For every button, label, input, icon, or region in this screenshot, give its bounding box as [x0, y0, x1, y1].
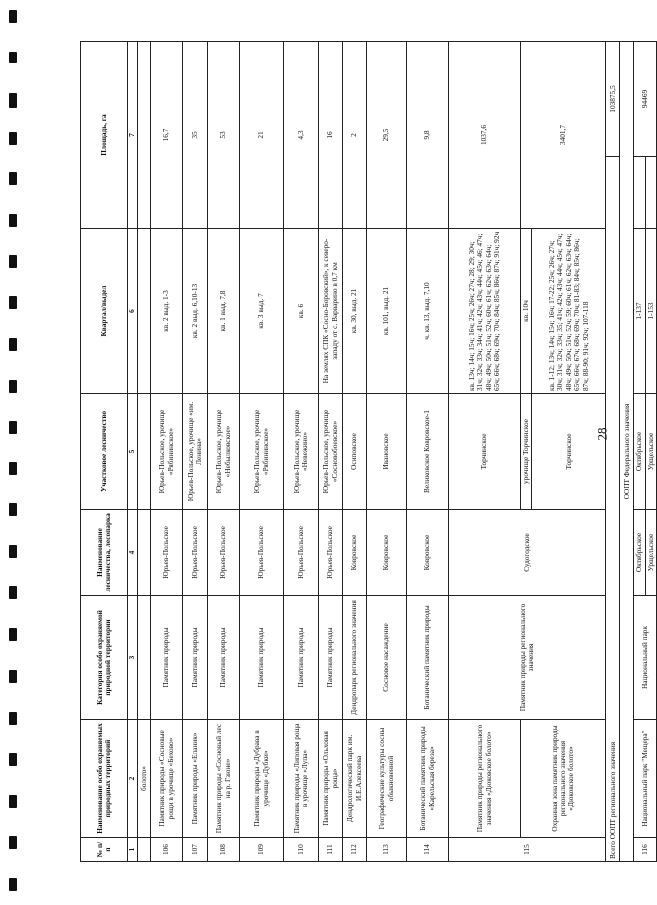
row-district: Октябрьское [634, 394, 645, 510]
row-quarter: кв. 10ч [521, 229, 532, 394]
table-row [319, 41, 343, 861]
row-category: Памятник природы [319, 596, 343, 720]
row-district: Урщельское [645, 394, 656, 510]
row-district: Торчинское [532, 394, 606, 510]
total-regional-label: Всего ООПТ регионального значения [606, 157, 620, 862]
table-row [367, 41, 407, 861]
table-row-115a [449, 41, 521, 861]
federal-section-row [620, 41, 634, 861]
row-name: Дендрологический парк им. И.Е.Алексеева [343, 720, 367, 838]
page-number: 28 [594, 427, 610, 441]
row-num: 107 [183, 838, 208, 862]
row-quarter: кв. 1 выд. 7,8 [208, 229, 240, 394]
row-num: 112 [343, 838, 367, 862]
row-num: 110 [284, 838, 319, 862]
row-category: Памятник природы [183, 596, 208, 720]
row-forestry: Ковровское [343, 510, 367, 596]
row-num: 115 [449, 838, 606, 862]
row-forestry: Судогодское [449, 510, 606, 596]
row-district: Юрьев-Польское, урочище «Небылковское» [208, 394, 240, 510]
protected-areas-table [80, 41, 657, 862]
continuation-text: болото» [138, 720, 151, 838]
table-row-115-mid [521, 41, 532, 861]
row-category: Памятник природы [240, 596, 284, 720]
row-area: 16,7 [151, 41, 183, 228]
row-district: Юрьев-Польское, урочище «им. Ленина» [183, 394, 208, 510]
row-num: 106 [151, 838, 183, 862]
binding-clip [9, 712, 17, 725]
row-forestry: Юрьев-Польское [151, 510, 183, 596]
binding-clip [9, 586, 17, 599]
binding-clip [9, 462, 17, 475]
binding-clip [9, 753, 17, 766]
binding-clip [9, 296, 17, 309]
row-area: 9,8 [407, 41, 449, 228]
total-regional-value: 103875,5 [606, 41, 620, 156]
col-number: 3 [128, 596, 138, 720]
row-num: 114 [407, 838, 449, 862]
row-name: Национальный парк "Мещера" [634, 720, 657, 838]
row-district: Юрьев-Польское, урочище «Невежино» [284, 394, 319, 510]
header-forestry: Наименование лесничества, лесопарка [81, 510, 128, 596]
row-forestry: Ковровское [367, 510, 407, 596]
row-area: 35 [183, 41, 208, 228]
row-quarter: кв. 13ч; 14ч; 15ч; 16ч; 25ч; 26ч; 27ч; 28; 29; 30ч; 31ч; 32ч; 33ч; 34ч; 41ч; 42ч; 43ч; 44ч; 45ч; 46; 47ч; 48ч; 49ч; 50ч; 51ч; 52ч; 60ч; 61ч; 62ч; 63ч; 64ч; 65ч; 66ч; 68ч; 69ч; 70ч; 84ч; 85ч; 86ч; 87ч; 91ч; 92ч [449, 229, 521, 394]
binding-clip [9, 172, 17, 185]
row-category: Дендропарк регионального значения [343, 596, 367, 720]
binding-clip [9, 255, 17, 268]
row-district: Ивановское [367, 394, 407, 510]
binding-clip [9, 628, 17, 641]
row-quarter: кв. 1-12; 13ч; 14ч; 15ч; 16ч; 17-22; 25ч; 26ч; 27ч; 30ч; 31ч; 32ч; 33ч; 35; 41ч; 42ч; 43ч; 44ч; 45ч; 47ч; 48ч; 49ч; 50ч; 51ч; 52ч; 59; 60ч; 61ч; 62ч; 63ч; 64ч; 65ч; 66ч; 67ч; 68ч; 69ч; 70ч; 81-83; 84ч; 85ч; 86ч; 87ч; 88-90; 91ч; 92ч; 107-118 [532, 229, 606, 394]
row-category: Памятник природы [284, 596, 319, 720]
table-row [284, 41, 319, 861]
binding-clip [9, 503, 17, 516]
row-category: Памятник природы регионального значения [449, 596, 606, 720]
rotated-page [80, 42, 655, 862]
col-number: 1 [128, 838, 138, 862]
row-quarter: На землях СПК «Сосно-Боровский», к северо-западу от с. Варварино в 0,7 км [319, 229, 343, 394]
total-regional-row [606, 41, 620, 861]
row-district: Торчинское [449, 394, 521, 510]
binding-clip [9, 93, 17, 108]
binding-clip [9, 380, 17, 393]
row-area: 53 [208, 41, 240, 228]
binding-clip [9, 10, 17, 23]
row-name: Географические культуры сосны обыкновенной [367, 720, 407, 838]
table-row [343, 41, 367, 861]
binding-clip [9, 878, 17, 891]
row-quarter: кв. 6 [284, 229, 319, 394]
binding-clips [0, 0, 26, 905]
row-name: Памятник природы «Ольховая роща» [319, 720, 343, 838]
binding-clip [9, 836, 17, 849]
continuation-row [138, 41, 151, 861]
row-forestry: Урщельское [645, 510, 656, 596]
row-area: 3401,7 [521, 41, 606, 228]
row-quarter: кв. 2 выд. 6,10-13 [183, 229, 208, 394]
col-number: 2 [128, 720, 138, 838]
row-forestry: Юрьев-Польское [284, 510, 319, 596]
binding-clip [9, 545, 17, 558]
row-name: Памятник природы «Еланик» [183, 720, 208, 838]
header-district: Участковое лесничество [81, 394, 128, 510]
row-forestry: Юрьев-Польское [183, 510, 208, 596]
row-name: Ботанический памятник природы «Карельская береза» [407, 720, 449, 838]
federal-section-label: ООПТ Федерального значения [620, 41, 634, 861]
row-quarter: кв. 101, выд. 21 [367, 229, 407, 394]
col-number: 6 [128, 229, 138, 394]
col-number: 5 [128, 394, 138, 510]
column-numbers-row [128, 41, 138, 861]
row-forestry: Юрьев-Польское [319, 510, 343, 596]
table-row [407, 41, 449, 861]
row-quarter: 1-137 [634, 229, 645, 394]
row-forestry: Юрьев-Польское [208, 510, 240, 596]
row-area: 16 [319, 41, 343, 228]
row-forestry: Юрьев-Польское [240, 510, 284, 596]
binding-clip [9, 52, 17, 63]
binding-clip [9, 214, 17, 227]
row-name: Памятник природы «Сосновые рощи в урочище «Бехово» [151, 720, 183, 838]
table-row [240, 41, 284, 861]
row-quarter: кв. 3 выд. 7 [240, 229, 284, 394]
header-name: Наименование особо охраняемых природных территорий [81, 720, 128, 838]
binding-clip [9, 670, 17, 683]
row-area: 1037,6 [449, 41, 521, 228]
binding-clip [9, 421, 17, 434]
table-row [208, 41, 240, 861]
row-district: Великовское Ковровское-1 [407, 394, 449, 510]
row-quarter: ч. кв. 13, выд. 7,10 [407, 229, 449, 394]
row-num: 113 [367, 838, 407, 862]
row-num: 108 [208, 838, 240, 862]
row-name: Памятник природы «Дубрава в урочище «Дубки» [240, 720, 284, 838]
row-category: Памятник природы [208, 596, 240, 720]
table-row [151, 41, 183, 861]
binding-clip [9, 338, 17, 351]
row-num: 111 [319, 838, 343, 862]
row-area: 4,3 [284, 41, 319, 228]
row-quarter: кв. 30, выд. 21 [343, 229, 367, 394]
row-district: Осиповское [343, 394, 367, 510]
header-num: № п/п [81, 838, 128, 862]
row-category: Ботанический памятник природы [407, 596, 449, 720]
row-name: Памятник природы регионального значения «Дюковское болото» [449, 720, 521, 838]
header-row [81, 41, 128, 861]
binding-clip [9, 132, 17, 145]
row-quarter: кв. 2 выд. 1-3 [151, 229, 183, 394]
table-wrapper [80, 42, 655, 862]
row-category: Памятник природы [151, 596, 183, 720]
table-row-116a [634, 41, 645, 861]
header-area: Площадь, га [81, 41, 128, 228]
row-category: Национальный парк [634, 596, 657, 720]
row-num: 116 [634, 838, 657, 862]
row-area: 2 [343, 41, 367, 228]
table-row [183, 41, 208, 861]
row-district: Юрьев-Польское, урочище «Сосновобоевское» [319, 394, 343, 510]
row-name: Памятник природы «Сосновый лес на р. Гзюне» [208, 720, 240, 838]
row-forestry: Октябрьское [634, 510, 645, 596]
row-district: урочище Торчинское [521, 394, 532, 510]
header-quarter: Квартал/выдел [81, 229, 128, 394]
header-category: Категория особо охраняемой природной территории [81, 596, 128, 720]
row-num: 109 [240, 838, 284, 862]
row-category: Сосновое насаждение [367, 596, 407, 720]
row-area: 21 [240, 41, 284, 228]
row-name: Памятник природы «Липовая роща в урочище «Лупа» [284, 720, 319, 838]
row-area: 94469 [634, 41, 657, 156]
row-district: Юрьев-Польское, урочище «Рябининское» [240, 394, 284, 510]
row-area: 29,5 [367, 41, 407, 228]
row-name: Охранная зона памятник природы регионального значения «Дюковское болото» [521, 720, 606, 838]
col-number: 4 [128, 510, 138, 596]
row-forestry: Ковровское [407, 510, 449, 596]
binding-clip [9, 795, 17, 808]
col-number: 7 [128, 41, 138, 228]
row-quarter: 1-153 [645, 229, 656, 394]
row-district: Юрьев-Польское, урочище «Рябининское» [151, 394, 183, 510]
